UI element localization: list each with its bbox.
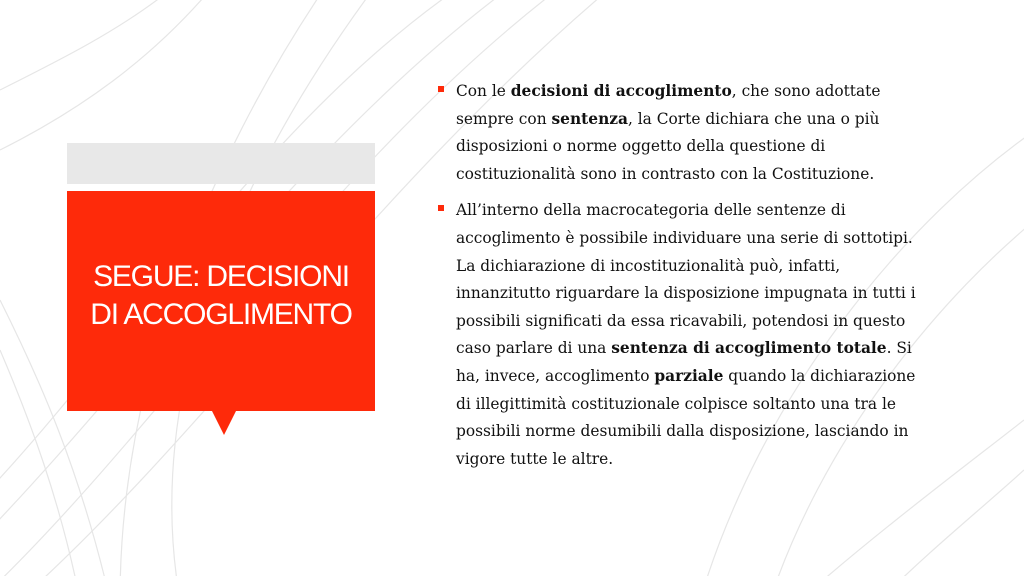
bold-text-segment: sentenza di accoglimento totale <box>611 339 887 358</box>
text-segment: . Si ha, invece, accoglimento <box>456 339 912 385</box>
square-bullet-icon <box>438 205 444 211</box>
text-segment: , che sono adottate sempre con <box>456 82 881 128</box>
text-segment: Con le <box>456 82 511 100</box>
bullet-text <box>456 82 880 183</box>
content-area <box>438 78 928 482</box>
text-segment: All’interno della macrocategoria delle sentenze di accoglimento è possibile individuare una serie di sottotipi. La dichiarazione di incostituzionalità può, infatti, innanzitutto riguardare la disposizione impugnata in tutti i possibili significati da essa ricavabili, potendosi in questo caso parlare di una <box>456 201 916 358</box>
title-box <box>67 191 375 411</box>
bold-text-segment: parziale <box>654 366 724 385</box>
bold-text-segment: decisioni di accoglimento <box>510 82 732 100</box>
bullet-text <box>456 201 916 467</box>
bullet-item <box>438 78 928 188</box>
bullet-item <box>438 197 928 473</box>
square-bullet-icon <box>438 86 444 92</box>
bold-text-segment: sentenza <box>551 109 628 128</box>
text-segment: , la Corte dichiara che una o più disposizioni o norme oggetto della questione di costituzionalità sono in contrasto con la Costituzione. <box>456 109 880 183</box>
text-segment: quando la dichiarazione di illegittimità costituzionale colpisce soltanto una tra le possibili norme desumibili dalla disposizione, lasciando in vigore tutte le altre. <box>456 366 916 468</box>
slide-title: SEGUE: DECISIONI DI ACCOGLIMENTO <box>90 260 352 331</box>
title-header-bar <box>67 143 375 184</box>
